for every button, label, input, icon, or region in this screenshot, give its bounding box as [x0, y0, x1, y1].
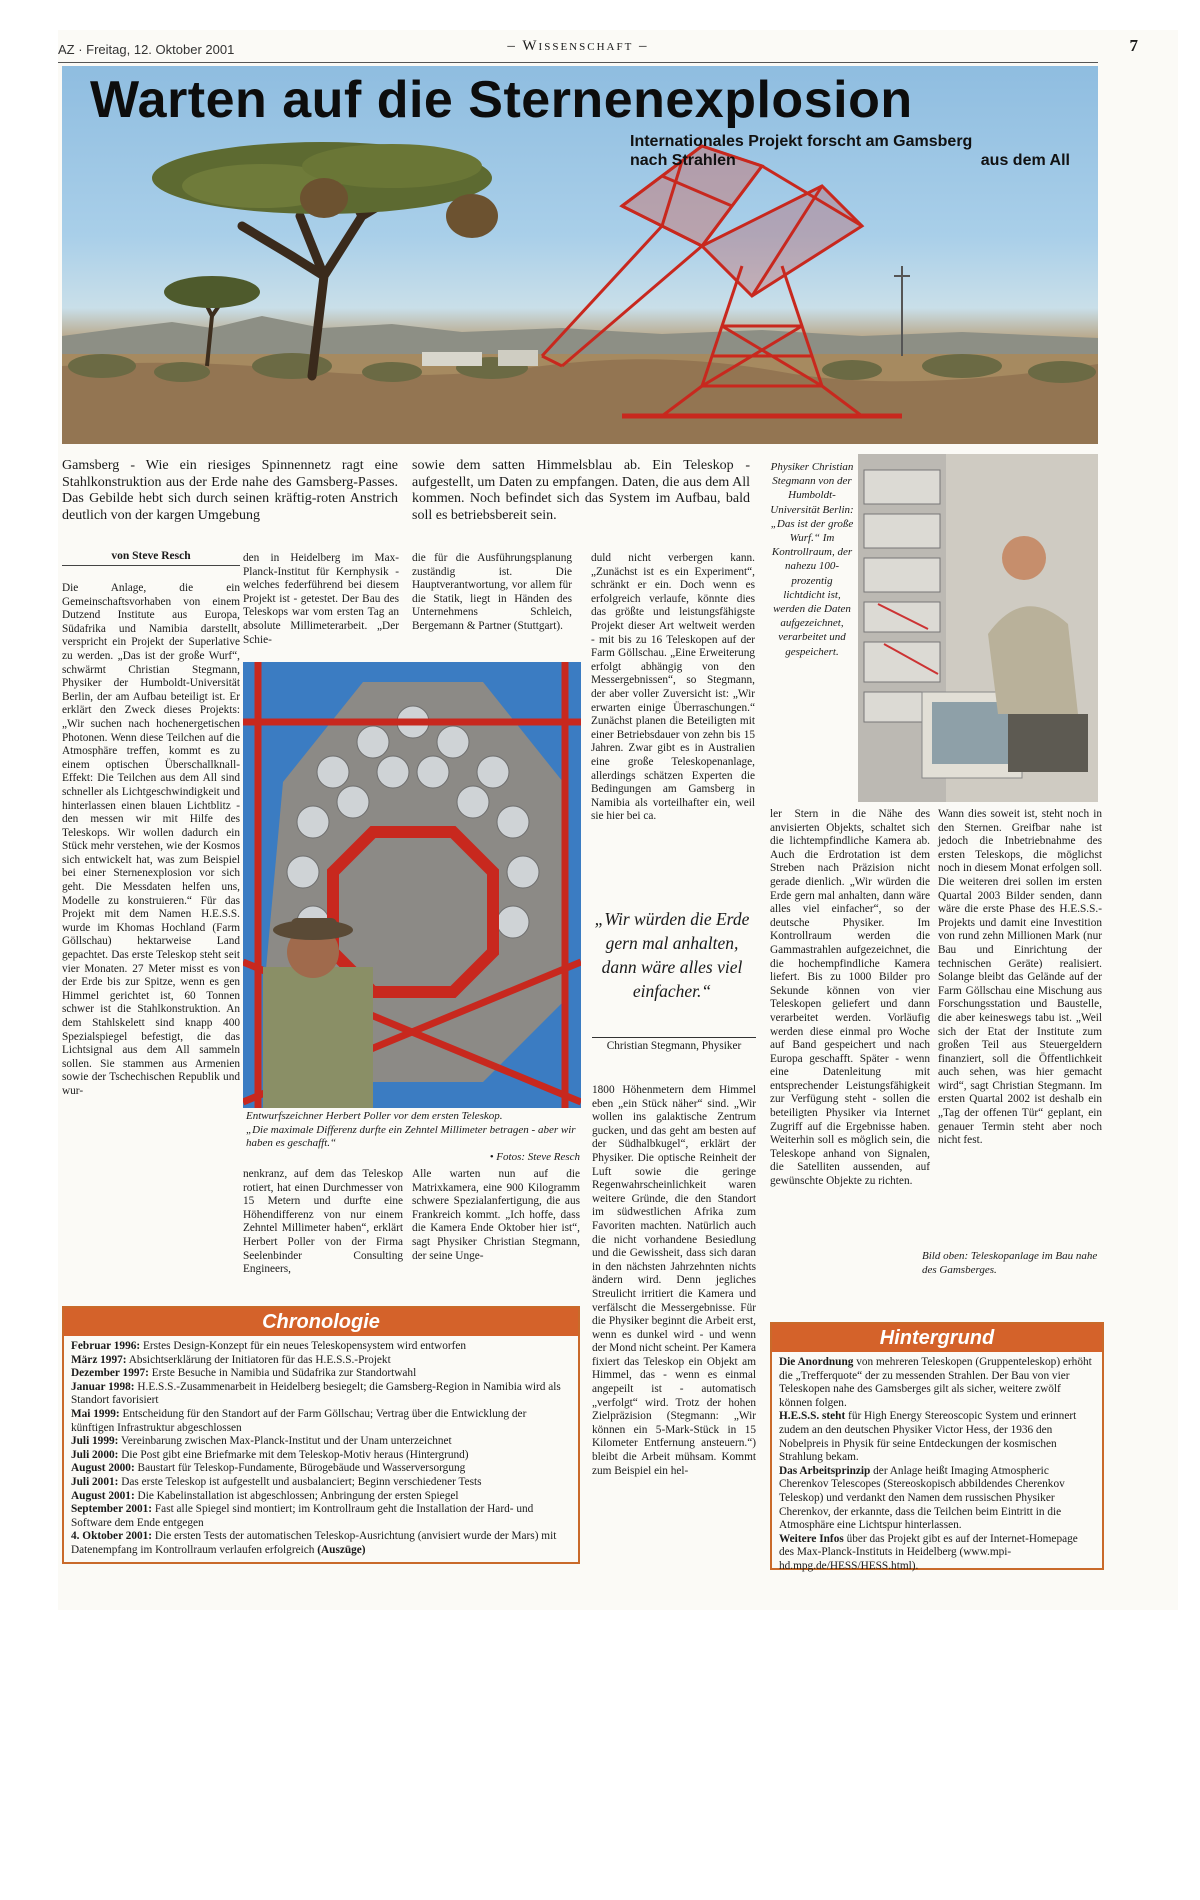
building — [422, 352, 482, 366]
hintergrund-title: Hintergrund — [772, 1324, 1102, 1352]
hintergrund-paragraph: Die Anordnung von mehreren Teleskopen (Gruppenteleskop) erhöht die „Trefferquote“ der zu messenden Strahlen. Der Bau von vier Teleskopen nahe des Gamsberges gilt als sicher, weitere zwölf können folgen. — [779, 1356, 1092, 1409]
photo-caption-line-1: Entwurfszeichner Herbert Poller vor dem ersten Teleskop. — [246, 1110, 503, 1122]
page-number: 7 — [1129, 36, 1138, 55]
header-rule — [58, 62, 1098, 63]
chronologie-list — [64, 1336, 578, 1562]
article-column-1: Die Anlage, die ein Gemeinschaftsvorhaben von einem Dutzend Institute aus Europa, Südafrika und Namibia darstellt, verspricht ein Projekt der Superlative zu werden. „Das ist der große Wurf“, schwärmt Christian Stegmann, Physiker der Humboldt-Universität Berlin, der am Aufbau beteiligt ist. Er erklärt den Zweck dieses Projekts: „Wir suchen nach hochenergetischen Photonen. Wenn diese Teilchen auf die Atmosphäre treffen, kommt es zu einem optischen Überschallknall-Effekt: Die Teilchen aus dem All sind schneller als Lichtgeschwindigkeit und hinterlassen einen blauen Lichtblitz - den messen wir mit Hilfe des Teleskops. Wir wollen dadurch ein Stück mehr verstehen, wie der Kosmos sich entwickelt hat, was zum Beispiel bei einer Sternenexplosion vor sich geht. Die Messdaten helfen uns, Modelle zu konstruieren.“ Für das Projekt mit dem Namen H.E.S.S. wurde im Khomas Hochland (Farm Göllschau) hektarweise Land gepachtet. Das erste Teleskop steht seit vier Monaten. 27 Meter misst es von der Erde bis zur Spitze, wenn es gen Himmel gerichtet ist, 60 Tonnen schwer ist die Stahlkonstruktion. An dem Stahlskelett sind knapp 400 Spezialspiegel befestigt, die das Lichtsignal aus dem All sammeln sollen. Sie stammen aus Armenien sowie der Tschechischen Republik und wur- — [62, 582, 240, 1097]
chronology-entry: Februar 1996: Erstes Design-Konzept für ein neues Teleskopensystem wird entworfen — [71, 1340, 467, 1352]
chronology-entry: August 2000: Baustart für Teleskop-Fundamente, Bürogebäude und Wasserversorgung — [71, 1462, 466, 1475]
hintergrund-box — [770, 1322, 1104, 1570]
building — [498, 350, 538, 366]
chronology-entry: September 2001: Fast alle Spiegel sind montiert; im Kontrollraum geht die Installation der Hard- und Software dem Ende entgegen — [71, 1503, 534, 1529]
section-name: – Wissenschaft – — [507, 38, 649, 54]
hintergrund-paragraph: Weitere Infos über das Projekt gibt es auf der Internet-Homepage des Max-Planck-Instituts in Heidelberg (www.mpi-hd.mpg.de/HESS/HESS.html). — [779, 1532, 1078, 1572]
chronology-entry: 4. Oktober 2001: Die ersten Tests der automatischen Teleskop-Ausrichtung (anvisiert wurde der Mars) mit Datenempfang im Kontrollraum verlaufen erfolgreich (Auszüge) — [71, 1530, 557, 1556]
pull-quote: „Wir würden die Erde gern mal anhalten, dann wäre alles viel einfacher.“ — [594, 909, 750, 1001]
chronology-entry: August 2001: Die Kabelinstallation ist abgeschlossen; Anbringung der ersten Spiegel — [71, 1489, 459, 1502]
article-column-2-bottom: nenkranz, auf dem das Teleskop rotiert, hat einen Durchmesser von 15 Metern und durfte eine Höhendifferenz von nur einem Zehntel Millimeter haben“, erklärt Herbert Poller von der Firma Seelenbinder Consulting Engineers, — [243, 1168, 403, 1276]
subhead-line-2 — [630, 151, 1070, 170]
hintergrund-body — [772, 1352, 1102, 1578]
article-column-3-top: die für die Ausführungsplanung zuständig ist. Die Hauptverantwortung, vor allem für die Statik, liegt in Händen des Unternehmens Schleich, Bergemann & Partner (Stuttgart). — [412, 552, 572, 632]
chronology-entry: Juli 1999: Vereinbarung zwischen Max-Planck-Institut und der Unam unterzeichnet — [71, 1435, 452, 1448]
chronology-entry: Juli 2001: Das erste Teleskop ist aufgestellt und ausbalanciert; Beginn verschiedener Tests — [71, 1475, 482, 1488]
subhead-line-2b: aus dem All — [980, 152, 1070, 169]
subhead-line-1: Internationales Projekt forscht am Gamsberg — [630, 133, 973, 150]
subheadline — [630, 132, 1070, 170]
excerpt-note: (Auszüge) — [317, 1543, 366, 1556]
weaver-nest — [300, 178, 348, 218]
chronologie-title: Chronologie — [64, 1308, 578, 1336]
chronology-entry: Juli 2000: Die Post gibt eine Briefmarke mit dem Teleskop-Motiv heraus (Hintergrund) — [71, 1448, 469, 1461]
lead-paragraph-1: Gamsberg - Wie ein riesiges Spinnennetz ragt eine Stahlkonstruktion aus der Erde nahe des Gamsberg-Passes. Das Gebilde hebt sich durch seinen kräftig-roten Anstrich deutlich von der kargen Umgebung — [62, 458, 398, 523]
photo-credit: • Fotos: Steve Resch — [489, 1150, 580, 1163]
article-column-2-top: den in Heidelberg im Max-Planck-Institut für Kernphysik - welches federführend bei diesem Projekt ist - getestet. Der Bau des Teleskops war vom ersten Tag an absolute Millimeterarbeit. „Der Schie- — [243, 552, 399, 646]
lead-paragraph-2: sowie dem satten Himmelsblau ab. Ein Teleskop - aufgestellt, um Daten zu empfangen. Daten, die aus dem All kommen. Noch befindet sich das System im Aufbau, bald soll es betriebsbereit sein. — [412, 458, 750, 523]
chronology-entry: Januar 1998: H.E.S.S.-Zusammenarbeit in Heidelberg besiegelt; die Gamsberg-Region in Namibia wird als Standort favorisiert — [71, 1380, 561, 1407]
photo-caption — [246, 1110, 580, 1164]
subhead-line-2a: nach Strahlen — [630, 152, 736, 169]
hero-caption: Bild oben: Teleskopanlage im Bau nahe des Gamsberges. — [922, 1250, 1098, 1276]
headline: Warten auf die Sternenexplosion — [90, 71, 913, 129]
article-column-6: Wann dies soweit ist, steht noch in den Sternen. Greifbar nahe ist jedoch die Inbetriebnahme des ersten Teleskops, die möglichst noch in diesem Monat erfolgen soll. Die weiteren drei sollen im ersten Quartal 2003 Bilder senden, dann wäre die erste Phase des H.E.S.S.-Projekts und damit eine Investition von rund zehn Millionen Mark (nur Bau und Einrichtung der technischen Geräte) realisiert. Solange bleibt das Gelände auf der Farm Göllschau eine Mischung aus Forschungsstation und Baustelle, die aber keineswegs tabu ist. „Weil sich der Etat der Institute zum großen Teil aus Steuergeldern finanziert, soll die Öffentlichkeit auch sehen, was hier gemacht wird“, sagt Christian Stegmann. Im ersten Quartal 2002 ist deshalb ein „Tag der offenen Tür“ geplant, ein genauer Termin steht aber noch nicht fest. — [938, 808, 1102, 1147]
pull-quote-source: Christian Stegmann, Physiker — [592, 1037, 756, 1052]
article-column-4: duld nicht verbergen kann. „Zunächst ist es ein Experiment“, schränkt er ein. Doch wenn es erfolgreich verlaufe, könnte dies das größte und leistungsfähigste Projekt dieser Art weltweit werden - mit bis zu 16 Teleskopen auf der Farm Göllschau. „Eine Erweiterung erfolgt abhängig von den Messergebnissen“, so Stegmann, der aber voller Zuversicht ist: „Wir erwarten einige Überraschungen.“ Zunächst planen die Beteiligten mit einer Betriebsdauer von zehn bis 15 Jahren. Zwar gibt es in Australien eine große Teleskopenanlage, allerdings schätzen Experten die Bedingungen am Gamsberg in Namibia als vorteilhafter ein, weil sie hier bei ca. — [591, 552, 755, 823]
chronology-entry: Dezember 1997: Erste Besuche in Namibia und Südafrika zur Standortwahl — [71, 1367, 417, 1380]
issue-date: AZ · Freitag, 12. Oktober 2001 — [58, 42, 235, 57]
hero-photo — [62, 66, 1098, 444]
mirror-dish-illustration — [243, 662, 581, 1108]
article-column-3-bottom: Alle warten nun auf die Matrixkamera, eine 900 Kilogramm schwere Spezialanfertigung, die aus Frankreich kommt. „Ich hoffe, dass die Kamera Ende Oktober hier ist“, sagt Physiker Christian Stegmann, der seine Unge- — [412, 1168, 580, 1262]
control-room-illustration — [858, 454, 1098, 802]
chronology-entry: März 1997: Absichtserklärung der Initiatoren für das H.E.S.S.-Projekt — [71, 1353, 391, 1366]
hintergrund-paragraph: Das Arbeitsprinzip der Anlage heißt Imaging Atmospheric Cherenkov Telescopes (Stereoskopisch abbildendes Cherenkov Teleskop) und verdankt den Namen dem russischen Physiker Cherenkov, der erkannte, dass die Teilchen beim Eintritt in die Atmosphäre eine Lichtspur hinterlassen. — [779, 1464, 1065, 1532]
side-caption: Physiker Christian Stegmann von der Humboldt-Universität Berlin: „Das ist der große Wurf.“ Im Kontrollraum, der nahezu 100-prozentig lichtdicht ist, werden die Daten aufgezeichnet, verarbeitet und gespeichert. — [770, 461, 854, 658]
photo-caption-line-2: „Die maximale Differenz durfte ein Zehntel Millimeter betragen - aber wir haben es geschafft.“ — [246, 1123, 576, 1149]
telescope-photo — [243, 662, 581, 1108]
chronology-entry: Mai 1999: Entscheidung für den Standort auf der Farm Göllschau; Vertrag über die Entwicklung der künftigen Infrastruktur abgeschlossen — [71, 1407, 527, 1434]
chronologie-box — [62, 1306, 580, 1564]
article-column-5: ler Stern in die Nähe des anvisierten Objekts, schaltet sich die lichtempfindliche Kamera ab. Auch die Erdrotation ist dem Streben nach Präzision nicht gerade dienlich. „Wir würden die Erde gern mal anhalten, dann wäre alles viel einfacher“, so der deutsche Physiker. Im Kontrollraum werden die Gammastrahlen aufgezeichnet, die die hochempfindliche Kamera liefert. Bis zu 1000 Bilder pro Sekunde können von vier Teleskopen geliefert und dann verarbeitet werden. Vorläufig werden diese einmal pro Woche auf Band gespeichert und nach Europa geschafft. Später - wenn eine Datenleitung mit entsprechender Leistungsfähigkeit zur Verfügung steht - sollen die beteiligten Physiker via Internet Zugriff auf die Ergebnisse haben. Weiterhin soll es möglich sein, die Teleskope anhand von Signalen, die Satelliten aussenden, auf gewünschte Objekte zu richten. — [770, 808, 930, 1188]
byline: von Steve Resch — [62, 550, 240, 566]
control-room-photo — [858, 454, 1098, 802]
hintergrund-paragraph: H.E.S.S. steht für High Energy Stereoscopic System und erinnert zudem an den deutschen Physiker Victor Hess, der 1936 den Nobelpreis in Physik für seine Entdeckungen der kosmischen Strahlung bekam. — [779, 1410, 1077, 1464]
page-header — [58, 36, 1138, 60]
article-column-4-bottom: 1800 Höhenmetern dem Himmel eben „ein Stück näher“ sind. „Wir wollen ins galaktische Zentrum gucken, und das geht am besten auf der Südhalbkugel“, erklärt der Physiker. Die optische Reinheit der Luft sowie die geringe Regenwahrscheinlichkeit waren weitere Gründe, die den Standort im südwestlichen Afrika zum Favoriten machten. Natürlich auch die nicht vorhandene Besiedlung und die Gewissheit, dass sich daran in den nächsten Jahrzehnten nichts ändern wird. Denn jegliches Streulicht irritiert die Kamera und verfälscht die Messergebnisse. Für die Physiker beginnt die Arbeit erst, wenn es dunkel wird - und wenn der Mond nicht scheint. Per Kamera fixiert das Teleskop ein Objekt am Himmel, das - wenn es einmal angepeilt ist - automatisch „verfolgt“ wird. Trotz der hohen Zielpräzision (Stegmann: „Wir können ein 5-Mark-Stück in 15 Kilometer Entfernung ansteuern.“) bleibt die Arbeit mühsam. Kommt zum Beispiel ein hel- — [592, 1084, 756, 1477]
